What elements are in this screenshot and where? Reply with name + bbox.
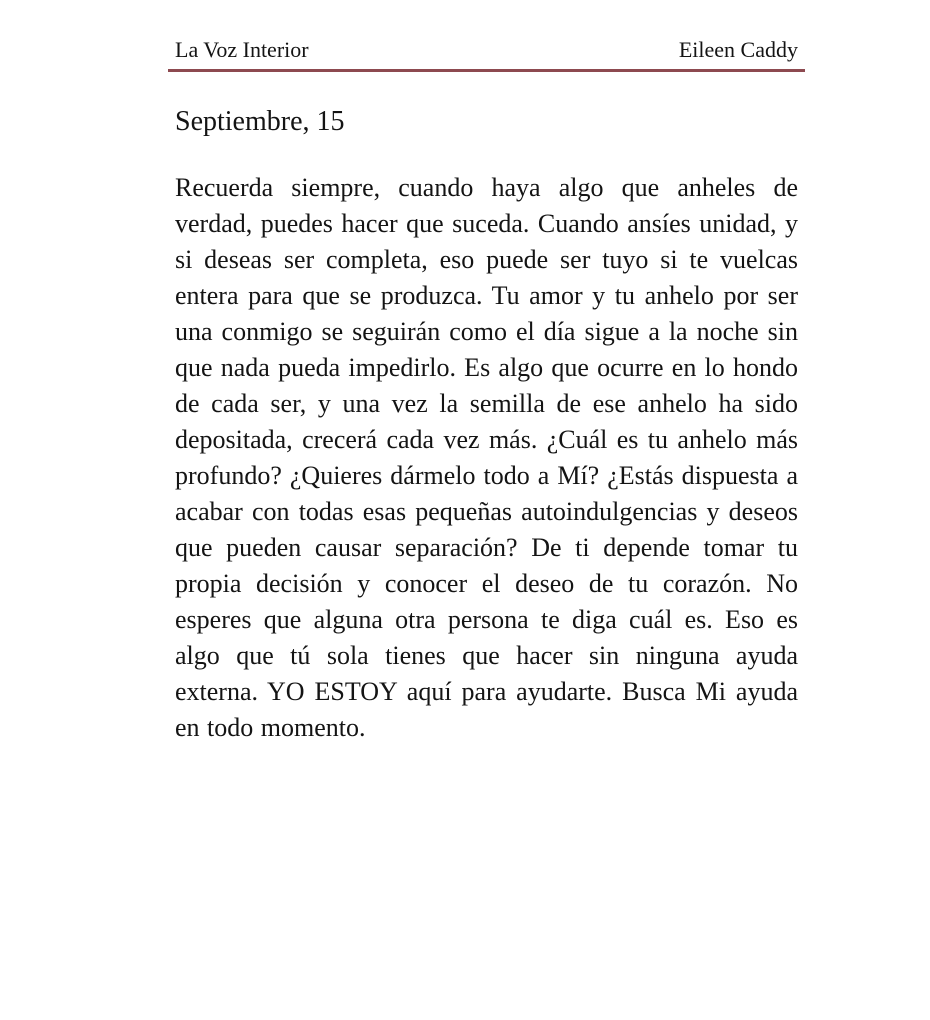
page-header (168, 36, 805, 72)
author-name: Eileen Caddy (678, 37, 798, 62)
date-heading: Septiembre, 15 (175, 105, 345, 137)
book-page (168, 0, 805, 746)
body-paragraph: Recuerda siempre, cuando haya algo que anheles de verdad, puedes hacer que suceda. Cuando ansíes unidad, y si deseas ser completa, eso puede ser tuyo si te vuelcas entera para que se produzca. Tu amor y tu anhelo por ser una conmigo se seguirán como el día sigue a la noche sin que nada pueda impedirlo. Es algo que ocurre en lo hondo de cada ser, y una vez la semilla de ese anhelo ha sido depositada, crecerá cada vez más. ¿Cuál es tu anhelo más profundo? ¿Quieres dármelo todo a Mí? ¿Estás dispuesta a acabar con todas esas pequeñas autoindulgencias y deseos que pueden causar separación? De ti depende tomar tu propia decisión y conocer el deseo de tu corazón. No esperes que alguna otra persona te diga cuál es. Eso es algo que tú sola tienes que hacer sin ninguna ayuda externa. YO ESTOY aquí para ayudarte. Busca Mi ayuda en todo momento. (175, 172, 798, 742)
book-title: La Voz Interior (175, 37, 309, 62)
